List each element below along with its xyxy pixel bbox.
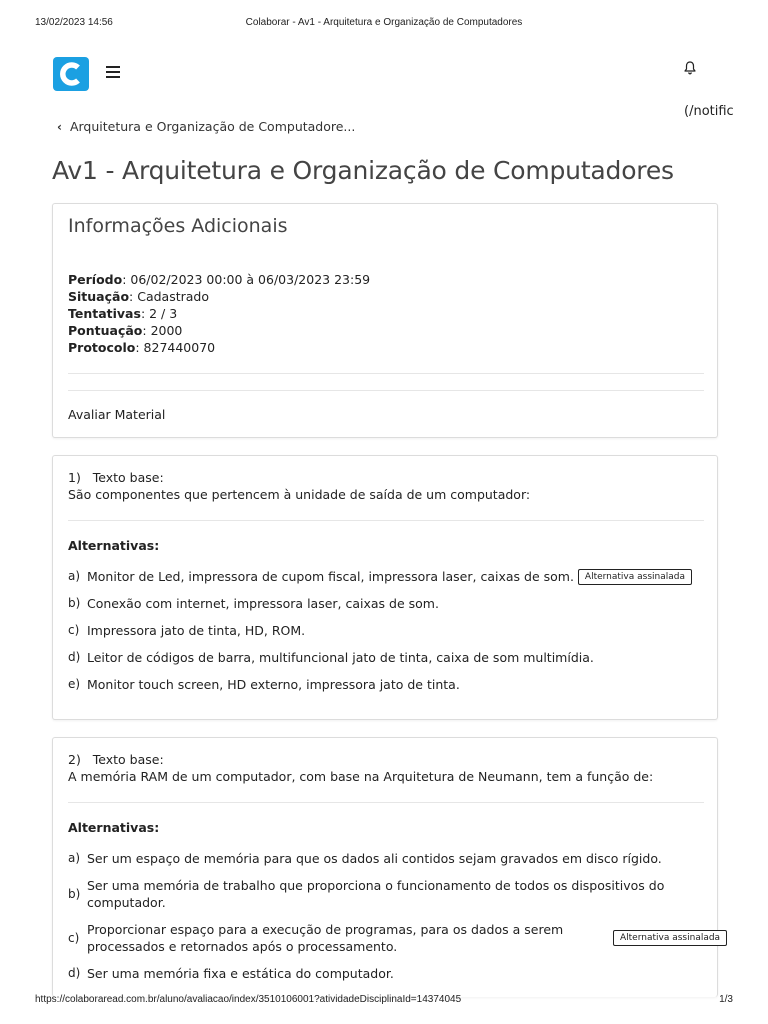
- question-header: [68, 751, 653, 785]
- alternative-text: Leitor de códigos de barra, multifuncional jato de tinta, caixa de som multimídia.: [87, 650, 594, 665]
- alternative-c[interactable]: [68, 921, 721, 955]
- question-statement: São componentes que pertencem à unidade de saída de um computador:: [68, 487, 531, 502]
- info-value: : Cadastrado: [129, 289, 209, 304]
- alternative-letter: a): [68, 569, 81, 583]
- question-base-label: Texto base:: [92, 470, 164, 485]
- alternative-text: Monitor touch screen, HD externo, impressora jato de tinta.: [87, 677, 460, 692]
- alternative-letter: e): [68, 677, 81, 691]
- hamburger-menu-icon[interactable]: [106, 66, 120, 78]
- question-card-2: [52, 737, 721, 997]
- alternative-c[interactable]: [68, 622, 708, 639]
- alternative-e[interactable]: [68, 676, 708, 693]
- info-row-pontuacao: [68, 322, 370, 339]
- alternative-b[interactable]: [68, 877, 708, 911]
- alternative-d[interactable]: [68, 965, 708, 982]
- question-header: [68, 469, 530, 503]
- breadcrumb-label: Arquitetura e Organização de Computadore...: [69, 119, 356, 134]
- alternative-letter: b): [68, 886, 81, 901]
- info-row-protocolo: [68, 339, 370, 356]
- alternative-text: Impressora jato de tinta, HD, ROM.: [87, 623, 306, 638]
- info-row-tentativas: [68, 305, 370, 322]
- divider: [68, 520, 704, 521]
- question-number: 2): [68, 752, 81, 767]
- alternative-text-line: Proporcionar espaço para a execução de programas, para os dados a serem: [87, 922, 564, 937]
- info-list: [68, 271, 370, 356]
- divider: [68, 390, 704, 391]
- info-value: : 2 / 3: [140, 306, 178, 321]
- chevron-left-icon: ‹: [57, 119, 62, 134]
- info-value: : 827440070: [135, 340, 216, 355]
- info-label: Pontuação: [68, 323, 143, 338]
- question-card-1: [52, 455, 718, 720]
- divider: [68, 802, 704, 803]
- page-title: Av1 - Arquitetura e Organização de Computadores: [52, 156, 674, 185]
- alternative-text-line: Ser uma memória de trabalho que proporciona o funcionamento de todos os dispositivos do: [87, 878, 665, 893]
- info-value: : 06/02/2023 00:00 à 06/03/2023 23:59: [122, 272, 371, 287]
- alternatives-title: Alternativas:: [68, 538, 160, 553]
- selected-alternative-badge: Alternativa assinalada: [613, 930, 727, 946]
- info-label: Situação: [68, 289, 130, 304]
- alternative-b[interactable]: [68, 595, 708, 612]
- print-page-number: 1/3: [719, 994, 733, 1005]
- alternatives-title: Alternativas:: [68, 820, 160, 835]
- info-row-situacao: [68, 288, 370, 305]
- alternative-a[interactable]: [68, 850, 708, 867]
- alternative-text: [87, 921, 563, 955]
- alternative-text: Conexão com internet, impressora laser, caixas de som.: [87, 596, 439, 611]
- alternative-text: Monitor de Led, impressora de cupom fiscal, impressora laser, caixas de som.: [87, 569, 574, 584]
- alternative-letter: d): [68, 650, 81, 664]
- alternative-text: Ser uma memória fixa e estática do computador.: [87, 966, 394, 981]
- avaliar-material-link[interactable]: Avaliar Material: [68, 407, 166, 422]
- alternative-a[interactable]: [68, 568, 708, 585]
- selected-alternative-badge: Alternativa assinalada: [578, 569, 692, 585]
- logo-c-icon: [53, 57, 89, 91]
- info-card: [52, 203, 718, 438]
- info-row-periodo: [68, 271, 370, 288]
- print-title: Colaborar - Av1 - Arquitetura e Organização de Computadores: [245, 17, 523, 28]
- info-value: : 2000: [142, 323, 183, 338]
- bell-icon[interactable]: [682, 60, 698, 76]
- alternative-text-line: computador.: [87, 895, 166, 910]
- print-footer: [0, 994, 768, 1008]
- info-title: Informações Adicionais: [68, 215, 288, 237]
- alternative-letter: c): [68, 623, 80, 637]
- alternative-d[interactable]: [68, 649, 708, 666]
- colaborar-logo[interactable]: [53, 57, 89, 91]
- question-number: 1): [68, 470, 81, 485]
- divider: [68, 373, 704, 374]
- print-datetime: 13/02/2023 14:56: [35, 17, 113, 28]
- alternative-text-line: processados e retornados após o processamento.: [87, 939, 398, 954]
- alternative-text: [87, 877, 664, 911]
- alternative-letter: a): [68, 851, 81, 865]
- alternative-letter: c): [68, 930, 80, 945]
- question-base-label: Texto base:: [92, 752, 164, 767]
- info-label: Tentativas: [68, 306, 141, 321]
- question-statement: A memória RAM de um computador, com base na Arquitetura de Neumann, tem a função de:: [68, 769, 654, 784]
- alternative-text: Ser um espaço de memória para que os dados ali contidos sejam gravados em disco rígido.: [87, 851, 662, 866]
- info-label: Período: [68, 272, 123, 287]
- info-label: Protocolo: [68, 340, 136, 355]
- breadcrumb[interactable]: [57, 119, 355, 134]
- print-url: https://colaboraread.com.br/aluno/avaliacao/index/3510106001?atividadeDisciplinaId=14374045: [35, 994, 462, 1005]
- notifications-link[interactable]: (/notific: [684, 104, 734, 119]
- print-header: [0, 17, 768, 31]
- alternative-letter: b): [68, 596, 81, 610]
- alternative-letter: d): [68, 966, 81, 980]
